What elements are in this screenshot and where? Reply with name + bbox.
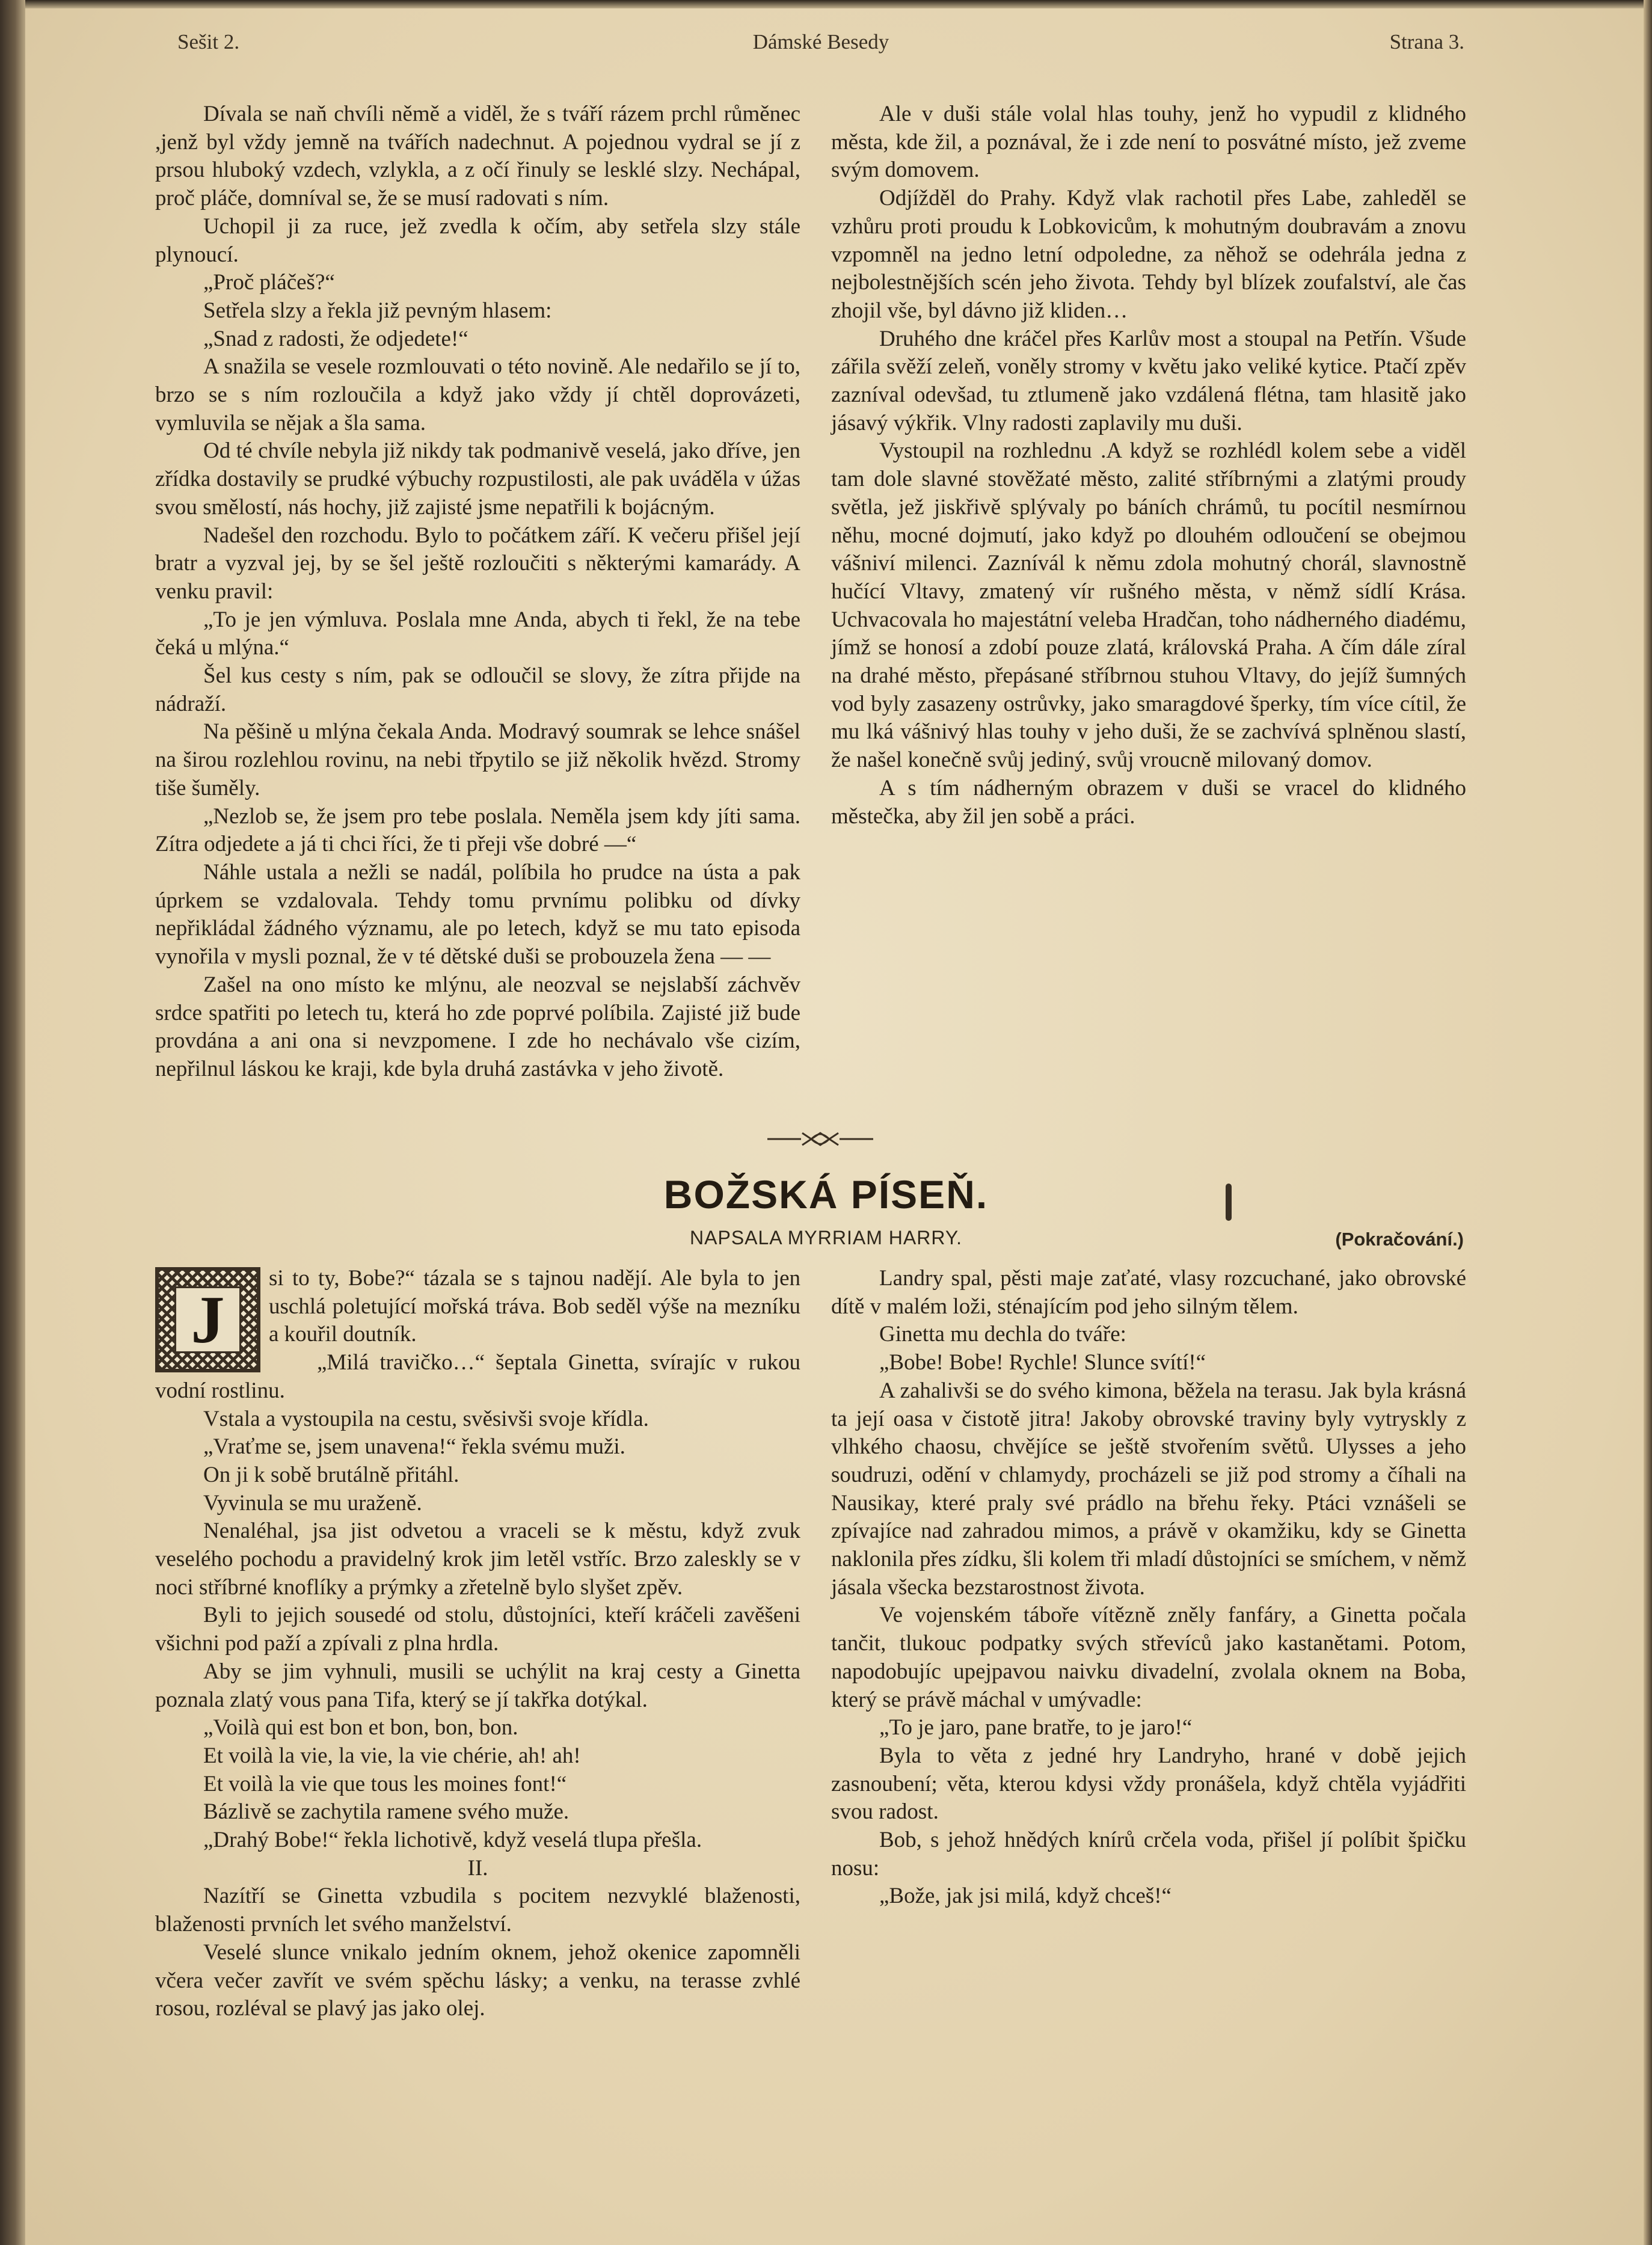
paragraph <box>155 859 800 971</box>
paragraph-text: Vyvinula se mu uraženě. <box>203 1490 422 1516</box>
paragraph <box>155 1798 800 1826</box>
paragraph-text: Odjížděl do Prahy. Když vlak rachotil přes Labe, zahleděl se vzhůru proti proudu k Lobkovicům, k mohutným doubravám a znovu vzpomněl na jedno letní odpoledne, za něhož se odehrála jedna z nejbolestnějších scén jeho života. Tehdy byl blízek zoufalství, ale čas zhojil vše, byl dávno již kliden… <box>831 186 1466 323</box>
paragraph-text: „Proč pláčeš?“ <box>203 270 335 295</box>
story-left-column <box>155 100 800 1084</box>
paragraph <box>155 213 800 269</box>
paragraph <box>155 803 800 859</box>
paragraph-text: A zahalivši se do svého kimona, běžela na terasu. Jak byla krásná ta její oasa v čistotě jitra! Jakoby obrovské traviny byly vytryskly z vlhkého chaosu, chvějíce se ještě stvořením světů. Ulysses a jeho soudruzi, odění v chlamydy, procházeli se již pod stromy a číhali na Nausikay, které praly své prádlo na břehu řeky. Ptáci vznášeli se zpívajíce nad zahradou mimos, a právě v okamžiku, kdy se Ginetta naklonila přes zídku, šli kolem tři mladí důstojníci se smíchem, v němž jásala všecka bezstarostnost života. <box>831 1378 1466 1600</box>
paragraph-text: Uchopil ji za ruce, jež zvedla k očím, aby setřela slzy stále plynoucí. <box>155 213 800 267</box>
article-title: BOŽSKÁ PÍSEŇ. <box>663 1172 989 1217</box>
paragraph <box>831 1265 1466 1321</box>
paragraph <box>155 718 800 802</box>
paragraph-text: Náhle ustala a nežli se nadál, políbila ho prudce na ústa a pak úprkem se vzdalovala. Tehdy tomu prvnímu polibku od dívky nepřikládal žádného významu, ale po letech, když se mu tato episoda vynořila v mysli poznal, že v té dětské duši se probouzela žena — — <box>155 859 800 969</box>
paragraph <box>155 353 800 437</box>
paragraph <box>155 1602 800 1657</box>
paragraph-text: Ve vojenském táboře vítězně zněly fanfáry, a Ginetta počala tančit, tlukouc podpatky svých střevíců jako kastanětami. Potom, napodobujíc upejpavou naivku divadelní, zvolala oknem na Boba, který se právě máchal v umývadle: <box>831 1603 1466 1712</box>
paragraph-text: „To je jen výmluva. Poslala mne Anda, abych ti řekl, že na tebe čeká u mlýna.“ <box>155 607 800 660</box>
paragraph <box>831 1826 1466 1882</box>
paragraph-text: Nadešel den rozchodu. Bylo to počátkem září. K večeru přišel její bratr a vyzval jej, by se šel ještě rozloučiti s některými kamarády. A venku pravil: <box>155 523 800 604</box>
paragraph-text: Veselé slunce vnikalo jedním oknem, jehož okenice zapomněli včera večer zavřít ve svém spěchu lásky; a venku, na terasse zvhlé rosou, rozléval se plavý jas jako olej. <box>155 1939 800 2021</box>
paragraph-text: „Drahý Bobe!“ řekla lichotivě, když veselá tlupa přešla. <box>203 1828 702 1853</box>
paragraph <box>155 437 800 521</box>
paragraph <box>155 269 800 297</box>
paragraph-text: Na pěšině u mlýna čekala Anda. Modravý soumrak se lehce snášel na širou rozlehlou rovinu, na nebi třpytilo se již několik hvězd. Stromy tiše šuměly. <box>155 719 800 800</box>
paragraph <box>155 971 800 1084</box>
paragraph-text: Bob, s jehož hnědých knírů crčela voda, přišel jí políbit špičku nosu: <box>831 1828 1466 1881</box>
print-mark <box>1226 1184 1232 1221</box>
paragraph <box>831 1349 1466 1377</box>
paragraph <box>831 1377 1466 1602</box>
paragraph-text: „Voilà qui est bon et bon, bon, bon. <box>203 1715 518 1740</box>
paragraph <box>155 1405 800 1434</box>
binding-shadow <box>0 0 25 2245</box>
drop-cap-ornament <box>155 1267 260 1372</box>
paragraph <box>155 1490 800 1518</box>
paragraph-text: Šel kus cesty s ním, pak se odloučil se slovy, že zítra přijde na nádraží. <box>155 663 800 716</box>
header-issue: Sešit 2. <box>177 30 240 54</box>
paragraph-text: Nazítří se Ginetta vzbudila s pocitem nezvyklé blaženosti, blaženosti prvních let svého manželství. <box>155 1884 800 1937</box>
paragraph-text: „Bože, jak jsi milá, když chceš!“ <box>879 1884 1171 1909</box>
paragraph-text: si to ty, Bobe?“ tázala se s tajnou nadějí. Ale byla to jen uschlá poletující mořská tráva. Bob seděl výše na mezníku a kouřil doutník. <box>269 1266 800 1347</box>
paragraph-text: Nenaléhal, jsa jist odvetou a vraceli se k městu, když zvuk veselého pochodu a pravidelný krok jim letěl vstříc. Brzo zaleskly se v noci stříbrné knoflíky a prýmky a zřetelně bylo slyšet zpěv. <box>155 1519 800 1600</box>
paragraph <box>831 100 1466 185</box>
paragraph-text: „Bobe! Bobe! Rychle! Slunce svítí!“ <box>879 1350 1206 1375</box>
paragraph-text: Ginetta mu dechla do tváře: <box>879 1322 1126 1347</box>
paragraph <box>155 1433 800 1461</box>
paragraph <box>831 1714 1466 1742</box>
paragraph-text: Od té chvíle nebyla již nikdy tak podmanivě veselá, jako dříve, jen zřídka dostavily se prudké výbuchy rozpustilosti, ale pak uváděla v úžas svou smělostí, nás hochy, již zajisté jsme nepatřili k bojácným. <box>155 438 800 520</box>
section-divider-ornament-icon <box>766 1127 874 1151</box>
running-header <box>177 30 1464 60</box>
paragraph-text: II. <box>467 1855 488 1881</box>
paragraph <box>155 1939 800 2023</box>
paragraph <box>831 1742 1466 1826</box>
paragraph <box>831 437 1466 774</box>
article-left-column <box>155 1265 800 2023</box>
paragraph <box>155 1882 800 1938</box>
paragraph <box>155 1517 800 1602</box>
paragraph <box>831 325 1466 438</box>
paragraph-text: Et voilà la vie que tous les moines font!“ <box>203 1771 567 1796</box>
paragraph <box>831 775 1466 831</box>
header-page-number: Strana 3. <box>1389 30 1464 54</box>
continued-note: (Pokračování.) <box>1335 1229 1464 1250</box>
paragraph-text: Byli to jejich sousedé od stolu, důstojníci, kteří kráčeli zavěšeni všichni pod paží a zpívali z plna hrdla. <box>155 1603 800 1656</box>
drop-cap-letter: J <box>174 1286 241 1353</box>
paragraph <box>831 1321 1466 1349</box>
paragraph-text: Aby se jim vyhnuli, musili se uchýlit na kraj cesty a Ginetta poznala zlatý vous pana Tifa, který se jí takřka dotýkal. <box>155 1659 800 1712</box>
paragraph-text: Byla to věta z jedné hry Landryho, hrané v době jejich zasnoubení; věta, kterou kdysi vždy pronášela, když chtěla vyjádřiti svou radost. <box>831 1743 1466 1825</box>
paragraph <box>155 325 800 354</box>
paragraph <box>831 185 1466 325</box>
paragraph-text: Bázlivě se zachytila ramene svého muže. <box>203 1799 570 1825</box>
paragraph-text: Zašel na ono místo ke mlýnu, ale neozval se nejslabší záchvěv srdce spatřiti po letech tu, která ho zde poprvé políbila. Zajisté již bude provdána a ani ona si nevzpomene. I zde ho nechávalo vše cizím, nepřilnul láskou ke kraji, kde byla druhá zastávka v jeho životě. <box>155 972 800 1081</box>
story-right-column <box>831 100 1466 831</box>
paragraph-text: Et voilà la vie, la vie, la vie chérie, ah! ah! <box>203 1743 581 1768</box>
paragraph <box>155 1826 800 1855</box>
paragraph-text: „Snad z radosti, že odjedete!“ <box>203 326 468 351</box>
paragraph <box>155 100 800 213</box>
paragraph <box>831 1882 1466 1911</box>
paragraph-text: On ji k sobě brutálně přitáhl. <box>203 1462 459 1487</box>
paragraph-text: Dívala se naň chvíli němě a viděl, že s tváří rázem prchl růměnec ,jenž byl vždy jemně na tvářích nadechnut. A pojednou vydral se jí z prsou hluboký vzdech, vzlykla, a z očí řinuly se lesklé slzy. Nechápal, proč pláče, domníval se, že se musí radovati s ním. <box>155 102 800 211</box>
paragraph-text: Ale v duši stále volal hlas touhy, jenž ho vypudil z klidného města, kde žil, a poznával, že i zde není to posvátné místo, jež zveme svým domovem. <box>831 102 1466 183</box>
paragraph-text: „To je jaro, pane bratře, to je jaro!“ <box>879 1715 1193 1740</box>
paragraph <box>155 1658 800 1714</box>
paragraph <box>155 1461 800 1490</box>
paragraph-text: Vystoupil na rozhlednu .A když se rozhlédl kolem sebe a viděl tam dole slavné stověžaté město, zalité stříbrnými a zlatými proudy světla, jež jiskřivě splývaly po báních chrámů, tu pocítil nesmírnou něhu, mocné dojmutí, jako když po dlouhém odloučení se obejmou vášniví milenci. Zaznívál k němu zdola mohutný chorál, slavnostně hučící Vltavy, zmatený vír rušného města, v němž sídlí Krása. Uchvacovala ho majestátní veleba Hradčan, toho nádherného diadému, jímž se honosí a zdobí pouze zlatá, královská Praha. A čím dále zíral na drahé město, přepásané stříbrnou stuhou Vltavy, do jejíž šumných vod byly zasazeny ostrůvky, jako smaragdové šperky, tím více cítil, že mu lká vášnivý hlas touhy v jeho duši, že se zachvívá splněnou slastí, že našel konečně svůj jediný, svůj vroucně milovaný domov. <box>831 438 1466 773</box>
paragraph-text: Druhého dne kráčel přes Karlův most a stoupal na Petřín. Všude zářila svěží zeleň, voněly stromy v květu jako veliké kytice. Ptačí zpěv zazníval odevšad, tu ztlumeně jako vzdálená flétna, tam hlasitě jako jásavý výkřik. Vlny radosti zaplavily mu duši. <box>831 326 1466 435</box>
paragraph <box>155 662 800 718</box>
paragraph <box>155 1742 800 1771</box>
right-edge-shadow <box>1644 0 1652 2245</box>
paragraph <box>831 1602 1466 1714</box>
page-top-edge <box>0 0 1652 8</box>
paragraph <box>155 606 800 662</box>
paragraph-text: „Milá travičko…“ šeptala Ginetta, svírajíc v rukou vodní rostlinu. <box>155 1350 800 1403</box>
paragraph-text: „Vraťme se, jsem unavena!“ řekla svému muži. <box>203 1434 625 1460</box>
paragraph <box>155 1265 800 1357</box>
paragraph <box>155 1771 800 1799</box>
paragraph-text: A snažila se vesele rozmlouvati o této novině. Ale nedařilo se jí to, brzo se s ním rozloučila a když jako vždy jí chtěl doprovázeti, vymluvila se nějak a šla sama. <box>155 354 800 435</box>
article-author: NAPSALA MYRRIAM HARRY. <box>690 1227 962 1248</box>
paragraph-text: Landry spal, pěsti maje zaťaté, vlasy rozcuchané, jako obrovské dítě v malém loži, sténajícím pod jeho silným tělem. <box>831 1266 1466 1319</box>
paragraph-text: Setřela slzy a řekla již pevným hlasem: <box>203 298 552 323</box>
paragraph <box>155 297 800 325</box>
paragraph-text: Vstala a vystoupila na cestu, svěsivši svoje křídla. <box>203 1406 649 1431</box>
paragraph-text: „Nezlob se, že jsem pro tebe poslala. Neměla jsem kdy jíti sama. Zítra odjedete a já ti chci říci, že ti přeji vše dobré —“ <box>155 803 800 857</box>
paragraph <box>155 1714 800 1742</box>
header-magazine-title: Dámské Besedy <box>752 30 889 54</box>
article-right-column <box>831 1265 1466 1911</box>
paragraph-text: A s tím nádherným obrazem v duši se vracel do klidného městečka, aby žil jen sobě a práci. <box>831 775 1466 829</box>
section-number <box>155 1855 800 1883</box>
paragraph <box>155 522 800 606</box>
